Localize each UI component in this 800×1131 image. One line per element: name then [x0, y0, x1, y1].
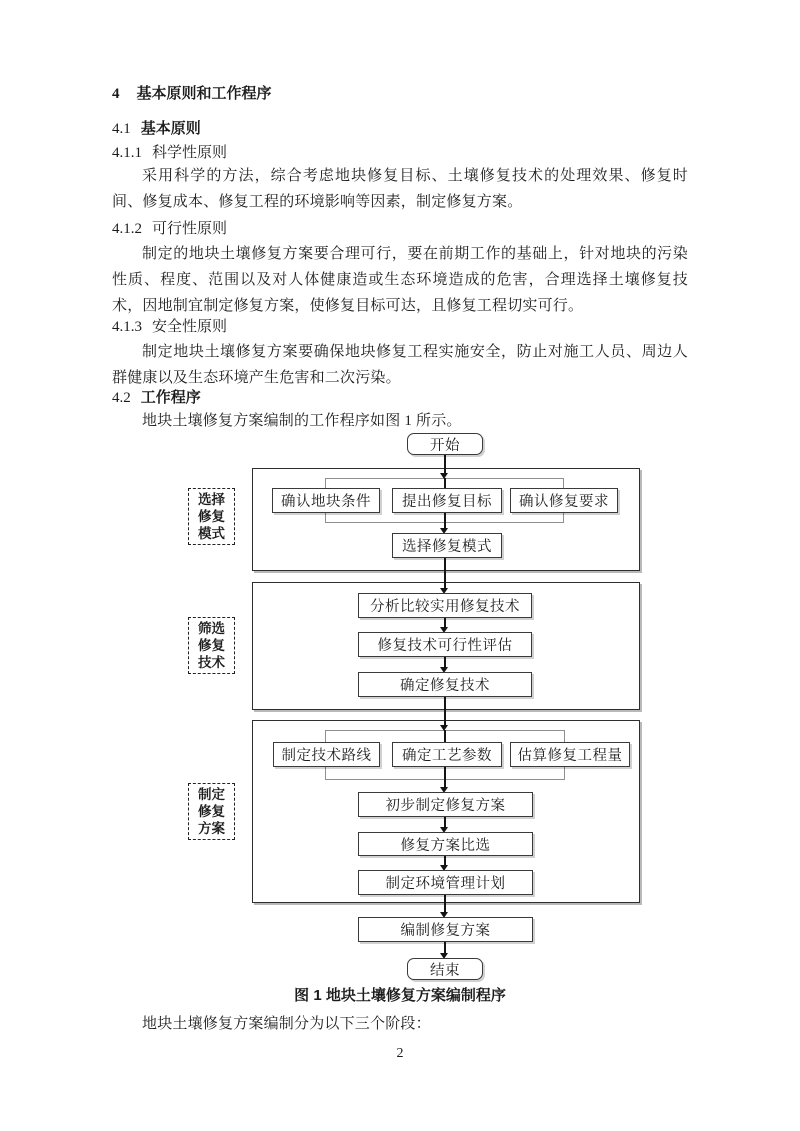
heading-number: 4.1.1 [112, 145, 142, 161]
stage1-label [188, 488, 235, 545]
arrow-stage2-to-stage3 [444, 697, 446, 725]
flowchart-node-estimate-workload: 估算修复工程量 [510, 742, 630, 767]
arrow-start-to-stage1 [444, 455, 446, 473]
heading-number: 4.1.3 [112, 319, 142, 335]
paragraph-4-1-3: 制定地块土壤修复方案要确保地块修复工程实施安全，防止对施工人员、周边人群健康以及生态环境产生危害和二次污染。 [112, 344, 688, 386]
stage3-label-line: 修复 [198, 804, 225, 819]
arrow-to-select-mode [444, 523, 446, 528]
flowchart-node-env-management-plan: 制定环境管理计划 [358, 870, 533, 895]
heading-text: 工作程序 [140, 389, 201, 406]
stage2-label [188, 617, 235, 674]
flowchart-node-select-mode: 选择修复模式 [392, 533, 502, 558]
flowchart-node-confirm-requirements: 确认修复要求 [510, 488, 618, 513]
heading-4-1-1 [112, 143, 688, 163]
connector-line [444, 767, 446, 780]
flowchart-node-compile-plan: 编制修复方案 [358, 917, 533, 942]
arrow-to-end [444, 942, 446, 953]
flowchart-end-node: 结束 [407, 958, 483, 980]
stage1-label-line: 模式 [198, 526, 225, 541]
arrow-to-feasibility-eval [444, 618, 446, 627]
flowchart-node-determine-tech: 确定修复技术 [358, 672, 532, 697]
paragraph-4-1-2: 制定的地块土壤修复方案要合理可行，要在前期工作的基础上，针对地块的污染性质、程度、范围以及对人体健康造或生态环境造成的危害，合理选择土壤修复技术，因地制宜制定修复方案，使修复目标可达，且修复工程切实可行。 [112, 246, 688, 314]
arrow-stage1-to-stage2 [444, 558, 446, 588]
connector-line [444, 478, 446, 488]
flowchart-node-confirm-site: 确认地块条件 [272, 488, 380, 513]
stage2-label-line: 修复 [198, 638, 225, 653]
connector-line [444, 513, 446, 523]
flowchart-figure [112, 428, 688, 984]
stage1-label-line: 修复 [198, 509, 225, 524]
stage3-label-line: 制定 [198, 787, 225, 802]
heading-4-2 [112, 388, 688, 408]
heading-text: 基本原则 [140, 120, 201, 137]
flowchart-node-preliminary-plan: 初步制定修复方案 [358, 792, 533, 817]
heading-text: 可行性原则 [152, 221, 228, 237]
flowchart-node-feasibility-eval: 修复技术可行性评估 [358, 632, 532, 657]
stage3-label [188, 783, 235, 840]
flowchart-node-process-params: 确定工艺参数 [392, 742, 502, 767]
stage2-label-line: 筛选 [198, 621, 225, 636]
arrow-to-plan-comparison [444, 817, 446, 827]
heading-number: 4.1.2 [112, 221, 142, 237]
heading-number: 4.1 [112, 121, 131, 137]
stage3-label-line: 方案 [198, 821, 225, 836]
heading-4-1-3 [112, 317, 688, 337]
arrow-to-compile-plan [444, 895, 446, 912]
heading-number: 4.2 [112, 390, 131, 406]
heading-number: 4 [112, 86, 120, 102]
heading-4-1 [112, 119, 688, 139]
paragraph-after-figure: 地块土壤修复方案编制分为以下三个阶段： [142, 1016, 431, 1032]
paragraph-4-1-1: 采用科学的方法，综合考虑地块修复目标、土壤修复技术的处理效果、修复时间、修复成本、修复工程的环境影响等因素，制定修复方案。 [112, 168, 688, 210]
arrow-to-env-plan [444, 856, 446, 865]
flowchart-node-analyze-tech: 分析比较实用修复技术 [358, 593, 532, 618]
stage2-label-line: 技术 [198, 655, 225, 670]
heading-text: 安全性原则 [152, 319, 228, 335]
stage1-label-line: 选择 [198, 492, 225, 507]
flowchart-node-tech-route: 制定技术路线 [273, 742, 380, 767]
arrow-to-preliminary-plan [444, 780, 446, 787]
paragraph-4-2-intro: 地块土壤修复方案编制的工作程序如图 1 所示。 [142, 413, 462, 429]
arrow-to-determine-tech [444, 657, 446, 667]
heading-4-1-2 [112, 219, 688, 239]
heading-text: 科学性原则 [152, 145, 228, 161]
flowchart-node-propose-target: 提出修复目标 [392, 488, 502, 513]
page-number: 2 [396, 1046, 404, 1061]
heading-text: 基本原则和工作程序 [136, 85, 272, 102]
flowchart-node-plan-comparison: 修复方案比选 [358, 832, 533, 856]
heading-4 [112, 84, 688, 104]
flowchart-start-node: 开始 [407, 433, 483, 455]
figure-caption: 图 1 地块土壤修复方案编制程序 [294, 987, 506, 1004]
connector-line [444, 730, 446, 742]
